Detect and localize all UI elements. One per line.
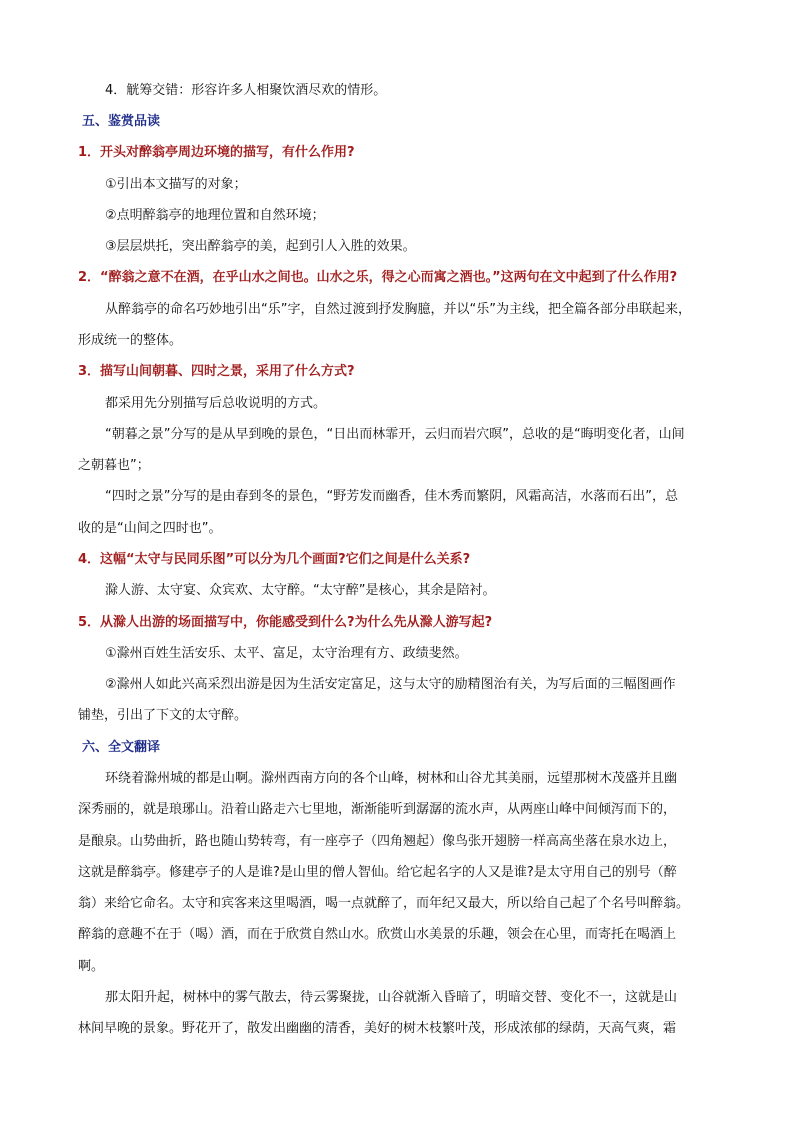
- section-5-heading: 五、鉴赏品读: [82, 114, 161, 129]
- translation-line: 啊。: [78, 959, 105, 974]
- answer-4: 滁人游、太守宴、众宾欢、太守醉。“太守醉”是核心，其余是陪衬。: [105, 583, 496, 598]
- answer-3-line: 之朝暮也”；: [78, 458, 150, 473]
- answer-3-line: “朝暮之景”分写的是从早到晚的景色，“日出而林霏开，云归而岩穴暝”，总收的是“晦明变化者，山间: [105, 427, 685, 442]
- answer-1-line: ②点明醉翁亭的地理位置和自然环境；: [105, 208, 325, 223]
- answer-1-line: ③层层烘托，突出醉翁亭的美，起到引人入胜的效果。: [105, 239, 416, 254]
- translation-line: 是酿泉。山势曲折，路也随山势转弯，有一座亭子（四角翘起）像鸟张开翅膀一样高高坐落在泉水边上，: [78, 834, 677, 849]
- answer-2-line: 从醉翁亭的命名巧妙地引出“乐”字，自然过渡到抒发胸臆，并以“乐”为主线，把全篇各部分串联起来，: [105, 302, 691, 317]
- translation-line: 林间早晚的景象。野花开了，散发出幽幽的清香，美好的树木枝繁叶茂，形成浓郁的绿荫，天高气爽，霜: [78, 1021, 677, 1036]
- translation-line: 那太阳升起，树林中的雾气散去，待云雾聚拢，山谷就渐入昏暗了，明暗交替、变化不一，这就是山: [105, 990, 678, 1005]
- answer-5-line: 铺垫，引出了下文的太守醉。: [78, 708, 248, 723]
- answer-3-line: 都采用先分别描写后总收说明的方式。: [105, 396, 327, 411]
- answer-5-line: ①滁州百姓生活安乐、太平、富足，太守治理有方、政绩斐然。: [105, 646, 468, 661]
- question-1: 1．开头对醉翁亭周边环境的描写，有什么作用?: [78, 145, 355, 160]
- translation-line: 醉翁的意趣不在于（喝）酒，而在于欣赏自然山水。欣赏山水美景的乐趣，领会在心里，而寄托在喝酒上: [78, 927, 677, 942]
- question-5: 5．从滁人出游的场面描写中，你能感受到什么?为什么先从滁人游写起?: [78, 615, 493, 630]
- section-6-heading: 六、全文翻译: [82, 740, 161, 755]
- answer-3-line: 收的是“山间之四时也”。: [78, 521, 222, 536]
- question-4: 4．这幅“太守与民同乐图”可以分为几个画面?它们之间是什么关系?: [78, 552, 471, 567]
- answer-3-line: “四时之景”分写的是由春到冬的景色，“野芳发而幽香，佳木秀而繁阴，风霜高洁，水落而石出”，总: [105, 489, 678, 504]
- question-2: 2．“醉翁之意不在酒，在乎山水之间也。山水之乐，得之心而寓之酒也。”这两句在文中起到了什么作用?: [78, 270, 678, 285]
- item-4: 4．觥筹交错：形容许多人相聚饮酒尽欢的情形。: [105, 83, 387, 98]
- answer-2-line: 形成统一的整体。: [78, 333, 183, 348]
- translation-line: 这就是醉翁亭。修建亭子的人是谁?是山里的僧人智仙。给它起名字的人又是谁?是太守用自己的别号（醉: [78, 865, 677, 880]
- question-3: 3．描写山间朝暮、四时之景，采用了什么方式?: [78, 364, 355, 379]
- translation-line: 深秀丽的，就是琅琊山。沿着山路走六七里地，渐渐能听到潺潺的流水声，从两座山峰中间倾泻而下的，: [78, 802, 677, 817]
- answer-1-line: ①引出本文描写的对象；: [105, 177, 247, 192]
- translation-line: 环绕着滁州城的都是山啊。滁州西南方向的各个山峰，树林和山谷尤其美丽，远望那树木茂盛并且幽: [105, 771, 678, 786]
- translation-line: 翁）来给它命名。太守和宾客来这里喝酒，喝一点就醉了，而年纪又最大，所以给自己起了个名号叫醉翁。: [78, 896, 690, 911]
- answer-5-line: ②滁州人如此兴高采烈出游是因为生活安定富足，这与太守的励精图治有关，为写后面的三幅图画作: [105, 677, 676, 692]
